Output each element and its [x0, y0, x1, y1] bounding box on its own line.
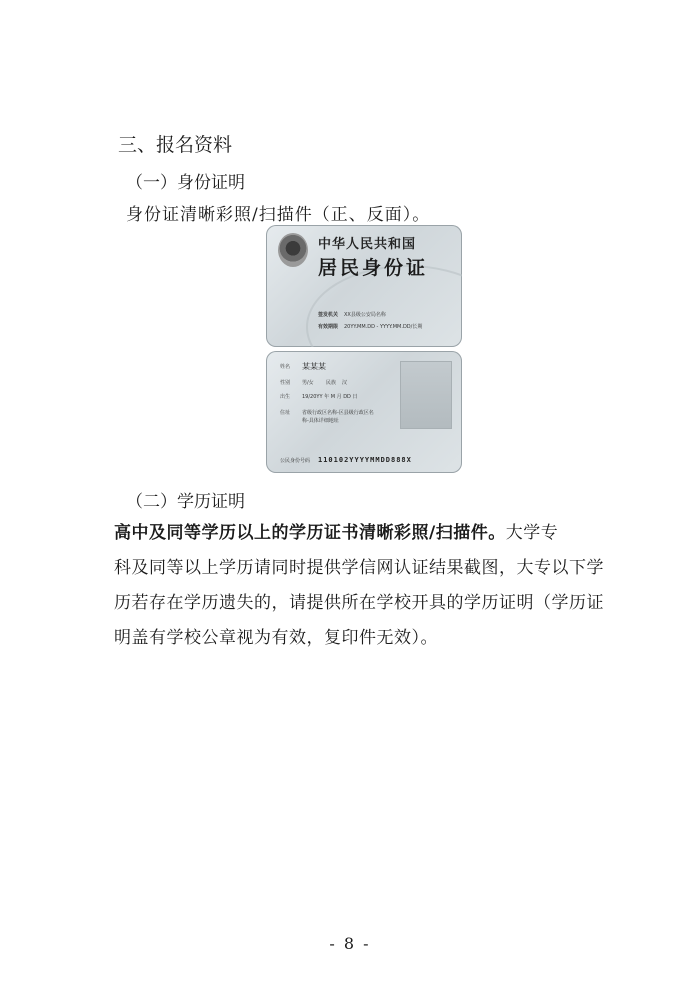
ethnicity-label: 民族 — [326, 380, 337, 386]
card-country: 中华人民共和国 — [318, 237, 417, 252]
gender-value: 男/女 — [302, 380, 314, 386]
address-label: 住址 — [280, 410, 291, 416]
ethnicity-value: 汉 — [342, 380, 348, 386]
validity-value: 20YY.MM.DD - YYYY.MM.DD/长期 — [344, 324, 423, 330]
page-number: - 8 - — [329, 934, 371, 953]
education-paragraph-line2: 科及同等以上学历请同时提供学信网认证结果截图，大专以下学 — [114, 558, 604, 578]
education-paragraph-line1 — [114, 518, 558, 543]
subsection-identity: （一）身份证明 — [126, 173, 245, 193]
issuer-label: 签发机关 — [318, 312, 339, 318]
id-card-front-image — [266, 225, 462, 347]
national-emblem-icon — [278, 233, 308, 267]
education-line1-rest: 大学专 — [505, 523, 559, 543]
name-value: 某某某 — [302, 362, 326, 371]
validity-label: 有效期限 — [318, 324, 339, 330]
id-number-label: 公民身份号码 — [280, 458, 311, 464]
birth-value: 19/20YY 年 M 月 DD 日 — [302, 394, 358, 400]
portrait-photo — [400, 361, 452, 429]
section-title: 三、报名资料 — [118, 134, 233, 156]
identity-description: 身份证清晰彩照/扫描件（正、反面）。 — [126, 205, 431, 225]
education-requirement-bold: 高中及同等学历以上的学历证书清晰彩照/扫描件。 — [114, 523, 506, 543]
address-line2: 称-具体详细地址 — [302, 418, 339, 424]
birth-label: 出生 — [280, 394, 291, 400]
issuer-value: XX县级公安局名称 — [344, 312, 386, 318]
card-title: 居民身份证 — [318, 257, 429, 279]
education-paragraph-line4: 明盖有学校公章视为有效，复印件无效）。 — [114, 628, 438, 648]
name-label: 姓名 — [280, 364, 291, 370]
subsection-education: （二）学历证明 — [126, 492, 245, 512]
address-line1: 省级行政区名称-区县级行政区名 — [302, 410, 374, 416]
id-card-back-image — [266, 351, 462, 473]
id-number-value: 110102YYYYMMDD888X — [318, 456, 412, 464]
education-paragraph-line3: 历若存在学历遗失的，请提供所在学校开具的学历证明（学历证 — [114, 593, 604, 613]
gender-label: 性别 — [280, 380, 291, 386]
